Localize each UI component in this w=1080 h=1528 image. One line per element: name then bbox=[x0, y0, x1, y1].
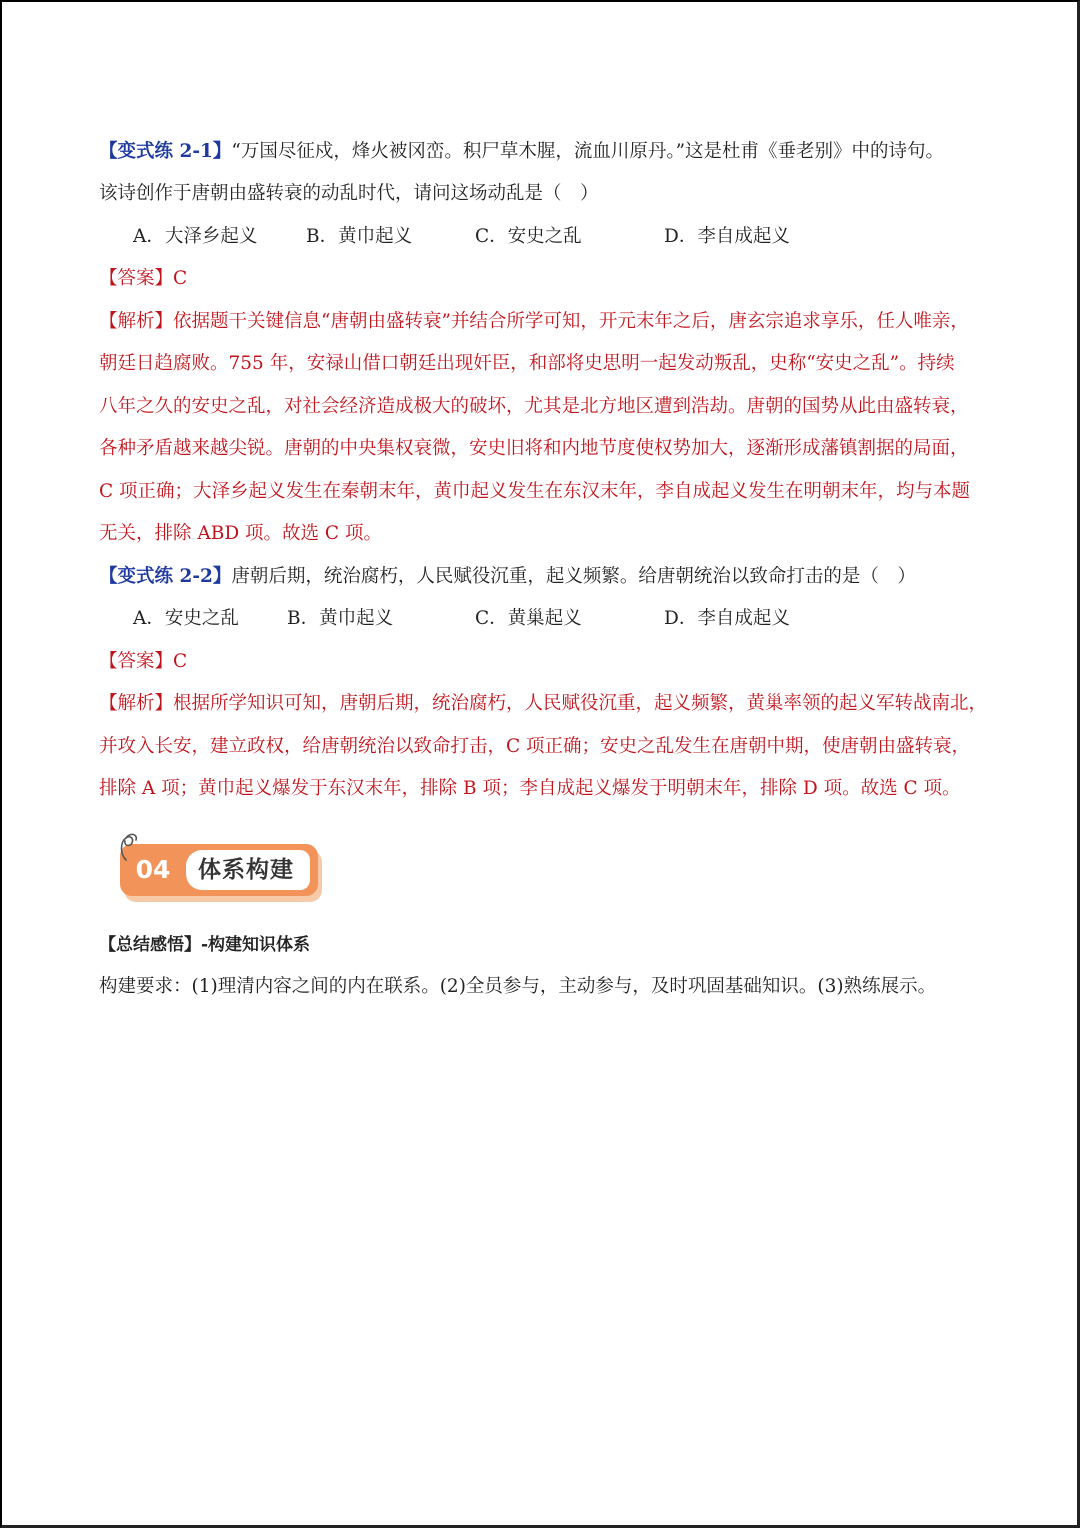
question-2-1-option-c: C．安史之乱 bbox=[475, 226, 582, 247]
section-number: 04 bbox=[135, 855, 171, 884]
section-badge-body bbox=[120, 844, 318, 896]
question-2-1-analysis-line: 八年之久的安史之乱，对社会经济造成极大的破坏，尤其是北方地区遭到浩劫。唐朝的国势从此由盛转衰， bbox=[99, 396, 969, 417]
paperclip-icon bbox=[116, 828, 146, 868]
question-2-2-option-b: B．黄巾起义 bbox=[287, 608, 394, 629]
question-2-1-analysis-line: 【解析】依据题干关键信息“唐朝由盛转衰”并结合所学可知，开元末年之后，唐玄宗追求享乐，任人唯亲， bbox=[99, 311, 969, 332]
section-badge bbox=[120, 844, 322, 902]
question-2-1-option-b: B．黄巾起义 bbox=[306, 226, 413, 247]
question-2-1-analysis-line: 各种矛盾越来越尖锐。唐朝的中央集权衰微，安史旧将和内地节度使权势加大，逐渐形成藩镇割据的局面， bbox=[99, 438, 969, 459]
question-2-1-line-1 bbox=[99, 137, 999, 167]
question-2-1-label: 【变式练 2-1】 bbox=[99, 141, 232, 162]
question-2-2-option-a: A．安史之乱 bbox=[133, 608, 239, 629]
question-2-1-line-2: 该诗创作于唐朝由盛转衰的动乱时代，请问这场动乱是（ ） bbox=[99, 183, 599, 204]
question-2-2-option-d: D．李自成起义 bbox=[664, 608, 790, 629]
question-2-2-analysis-line: 并攻入长安，建立政权，给唐朝统治以致命打击，C 项正确；安史之乱发生在唐朝中期，使唐朝由盛转衰， bbox=[99, 736, 971, 757]
question-2-1-option-d: D．李自成起义 bbox=[664, 226, 790, 247]
question-2-2-analysis-line: 【解析】根据所学知识可知，唐朝后期，统治腐朽，人民赋役沉重，起义频繁，黄巢率领的起义军转战南北， bbox=[99, 693, 988, 714]
question-2-2-label: 【变式练 2-2】 bbox=[99, 566, 232, 587]
summary-heading: 【总结感悟】-构建知识体系 bbox=[99, 935, 311, 955]
question-2-1-option-a: A．大泽乡起义 bbox=[133, 226, 258, 247]
question-2-2-answer: 【答案】C bbox=[99, 651, 188, 672]
question-2-1-analysis-line: C 项正确；大泽乡起义发生在秦朝末年，黄巾起义发生在东汉末年，李自成起义发生在明朝末年，均与本题 bbox=[99, 481, 971, 502]
question-2-1-analysis-line: 朝廷日趋腐败。755 年，安禄山借口朝廷出现奸臣，和部将史思明一起发动叛乱，史称“安史之乱”。持续 bbox=[99, 353, 955, 374]
summary-requirements: 构建要求：(1)理清内容之间的内在联系。(2)全员参与，主动参与，及时巩固基础知识。(3)熟练展示。 bbox=[99, 976, 937, 997]
question-2-1-answer: 【答案】C bbox=[99, 268, 188, 289]
question-2-2-option-c: C．黄巢起义 bbox=[475, 608, 582, 629]
question-2-2-stem: 唐朝后期，统治腐朽，人民赋役沉重，起义频繁。给唐朝统治以致命打击的是（ ） bbox=[231, 566, 916, 587]
question-2-2-analysis-line: 排除 A 项；黄巾起义爆发于东汉末年，排除 B 项；李自成起义爆发于明朝末年，排除 D 项。故选 C 项。 bbox=[99, 778, 961, 799]
question-2-2-line-1 bbox=[99, 562, 999, 592]
question-2-1-stem: “万国尽征戍，烽火被冈峦。积尸草木腥，流血川原丹。”这是杜甫《垂老别》中的诗句。 bbox=[231, 141, 945, 162]
section-title: 体系构建 bbox=[186, 850, 310, 890]
question-2-1-analysis-line: 无关，排除 ABD 项。故选 C 项。 bbox=[99, 523, 382, 544]
